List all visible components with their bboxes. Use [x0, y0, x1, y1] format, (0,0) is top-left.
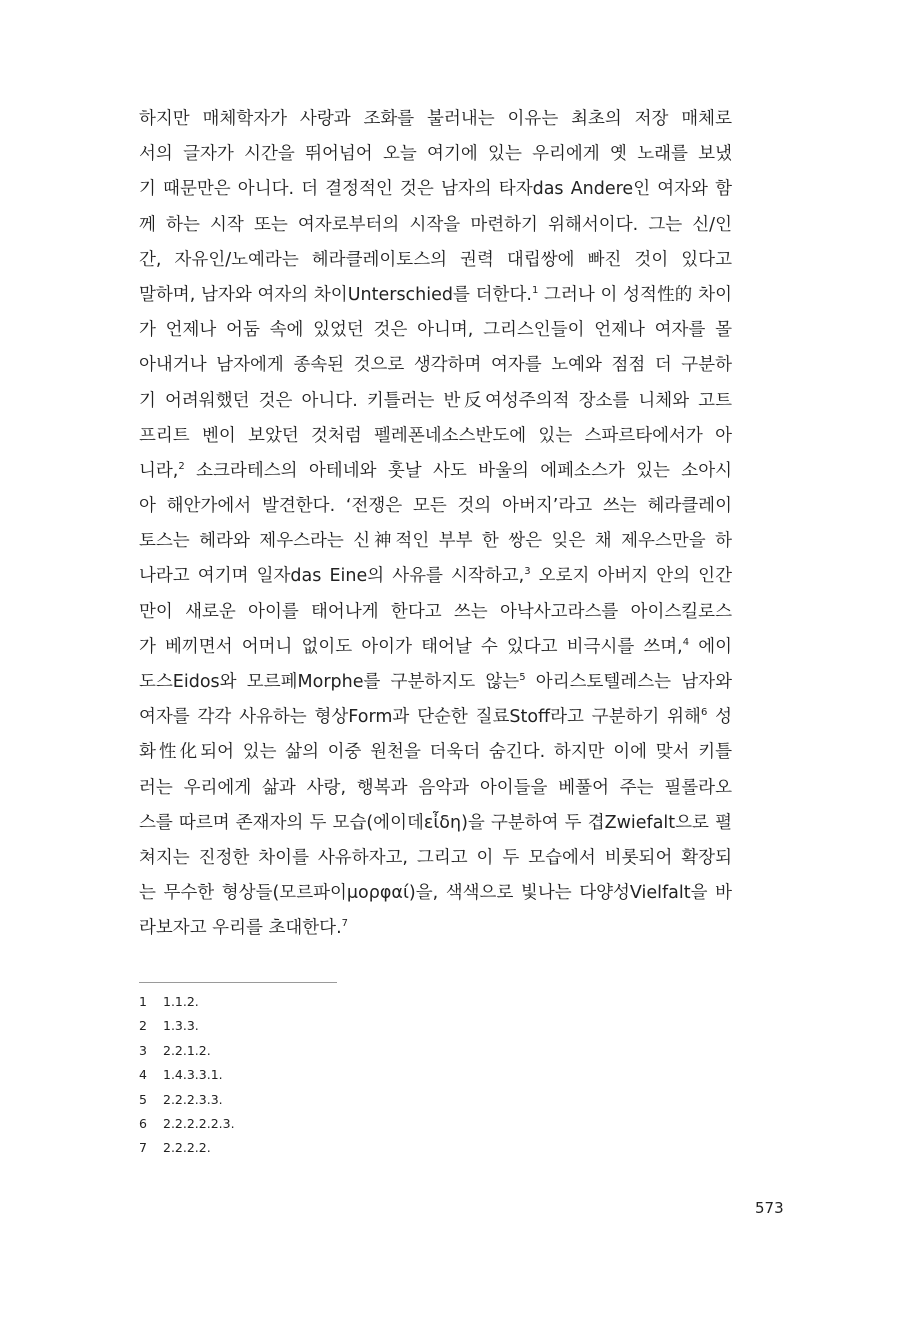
text-segment: 가 언제나 어둠 속에 있었던 것은 아니며, 그리스인들이 언제나 여자를 몰 — [139, 320, 732, 341]
text-segment: 오로지 아버지 안의 인간 — [530, 566, 732, 587]
text-segment: 라보자고 우리를 초대한다. — [139, 918, 342, 939]
text-segment: 께 하는 시작 또는 여자로부터의 시작을 마련하기 위해서이다. 그는 신/인 — [139, 214, 732, 235]
footnote-item — [139, 990, 235, 1014]
text-line — [139, 806, 732, 841]
text-segment: 하지만 매체학자가 사랑과 조화를 불러내는 이유는 최초의 저장 매체로 — [139, 109, 732, 129]
text-line — [139, 559, 732, 594]
footnote-marker: 6 — [700, 707, 708, 719]
text-segment: 그러나 이 성적性的 차이 — [538, 284, 732, 305]
footnote-number: 2 — [139, 1018, 147, 1034]
footnote-reference: 2.2.2.2.2.3. — [163, 1115, 235, 1131]
text-line — [139, 243, 732, 278]
text-segment: 기 때문만은 아니다. 더 결정적인 것은 남자의 타자das Andere인 여자와 함 — [139, 179, 732, 200]
footnote-marker: 2 — [178, 460, 185, 472]
text-line — [139, 630, 732, 665]
footnote-item — [139, 1014, 235, 1038]
footnote-reference: 2.2.1.2. — [163, 1042, 211, 1058]
text-segment: 가 베끼면서 어머니 없이도 아이가 태어날 수 있다고 비극시를 쓰며, — [139, 636, 683, 657]
text-line — [139, 595, 732, 630]
text-line — [139, 841, 732, 876]
text-line — [139, 489, 732, 524]
footnote-item — [139, 1063, 235, 1087]
text-segment: 러는 우리에게 삶과 사랑, 행복과 음악과 아이들을 베풀어 주는 필롤라오 — [139, 777, 732, 798]
footnote-reference: 1.1.2. — [163, 994, 199, 1009]
text-segment: 만이 새로운 아이를 태어나게 한다고 쓰는 아낙사고라스를 아이스킬로스 — [139, 601, 732, 622]
footnote-marker: 1 — [531, 284, 539, 296]
footnotes — [139, 990, 235, 1161]
text-segment: 성 — [707, 707, 732, 728]
text-segment: 쳐지는 진정한 차이를 사유하자고, 그리고 이 두 모습에서 비롯되어 확장되 — [139, 847, 732, 868]
text-segment: 기 어려워했던 것은 아니다. 키틀러는 반反여성주의적 장소를 니체와 고트 — [139, 390, 732, 411]
text-segment: 나라고 여기며 일자das Eine의 사유를 시작하고, — [139, 566, 525, 587]
footnote-reference: 2.2.2.2. — [163, 1140, 211, 1156]
footnote-reference: 1.3.3. — [163, 1018, 199, 1034]
text-line — [139, 665, 732, 700]
text-line — [139, 172, 732, 207]
text-segment: 말하며, 남자와 여자의 차이Unterschied를 더한다. — [139, 284, 532, 305]
footnote-number: 1 — [139, 994, 147, 1009]
footnote-item — [139, 1039, 235, 1063]
text-segment: 니라, — [139, 460, 179, 481]
text-line — [139, 102, 732, 137]
footnote-item — [139, 1136, 235, 1160]
text-segment: 토스는 헤라와 제우스라는 신神적인 부부 한 쌍은 잊은 채 제우스만을 하 — [139, 531, 732, 552]
footnote-marker: 7 — [341, 918, 349, 930]
text-segment: 프리트 벤이 보았던 것처럼 펠레폰네소스반도에 있는 스파르타에서가 아 — [139, 425, 732, 446]
text-line — [139, 278, 732, 313]
text-segment: 소크라테스의 아테네와 훗날 사도 바울의 에페소스가 있는 소아시 — [184, 460, 732, 481]
text-segment: 에이 — [689, 636, 732, 657]
footnote-reference: 1.4.3.3.1. — [163, 1067, 223, 1083]
footnote-number: 4 — [139, 1067, 147, 1083]
text-line — [139, 454, 732, 489]
footnote-marker: 3 — [524, 566, 531, 578]
text-segment: 아 해안가에서 발견한다. ‘전쟁은 모든 것의 아버지’라고 쓰는 헤라클레이 — [139, 496, 732, 517]
text-segment: 아내거나 남자에게 종속된 것으로 생각하며 여자를 노예와 점점 더 구분하 — [139, 355, 732, 376]
text-segment: 스를 따르며 존재자의 두 모습(에이데εἶδη)을 구분하여 두 겹Zwiefalt으로 펼 — [139, 812, 732, 833]
text-segment: 도스Eidos와 모르페Morphe를 구분하지도 않는 — [139, 672, 520, 692]
footnote-item — [139, 1112, 235, 1136]
footnote-number: 5 — [139, 1091, 147, 1107]
footnote-reference: 2.2.2.3.3. — [163, 1091, 223, 1107]
text-segment: 아리스토텔레스는 남자와 — [525, 672, 732, 692]
footnote-marker: 5 — [519, 672, 526, 683]
footnote-divider — [139, 982, 337, 983]
text-line — [139, 771, 732, 806]
text-line — [139, 419, 732, 454]
footnote-number: 3 — [139, 1042, 147, 1058]
text-line — [139, 876, 732, 911]
text-line — [139, 700, 732, 735]
text-segment: 여자를 각각 사유하는 형상Form과 단순한 질료Stoff라고 구분하기 위해 — [139, 707, 701, 728]
text-segment: 서의 글자가 시간을 뛰어넘어 오늘 여기에 있는 우리에게 옛 노래를 보냈 — [139, 144, 732, 165]
text-line — [139, 313, 732, 348]
text-line — [139, 208, 732, 243]
text-line — [139, 735, 732, 770]
footnote-number: 6 — [139, 1115, 147, 1131]
footnote-number: 7 — [139, 1140, 147, 1156]
text-segment: 는 무수한 형상들(모르파이μορφαί)을, 색색으로 빛나는 다양성Vielfalt을 바 — [139, 883, 732, 904]
text-line — [139, 137, 732, 172]
text-line — [139, 348, 732, 383]
footnote-item — [139, 1088, 235, 1112]
text-line — [139, 384, 732, 419]
text-segment: 간, 자유인/노예라는 헤라클레이토스의 권력 대립쌍에 빠진 것이 있다고 — [139, 249, 732, 270]
text-line — [139, 911, 732, 946]
text-segment: 화性化되어 있는 삶의 이중 원천을 더욱더 숨긴다. 하지만 이에 맞서 키틀 — [139, 742, 732, 763]
page-number: 573 — [755, 1199, 784, 1217]
footnote-marker: 4 — [682, 636, 690, 648]
text-line — [139, 524, 732, 559]
body-text — [139, 102, 732, 947]
